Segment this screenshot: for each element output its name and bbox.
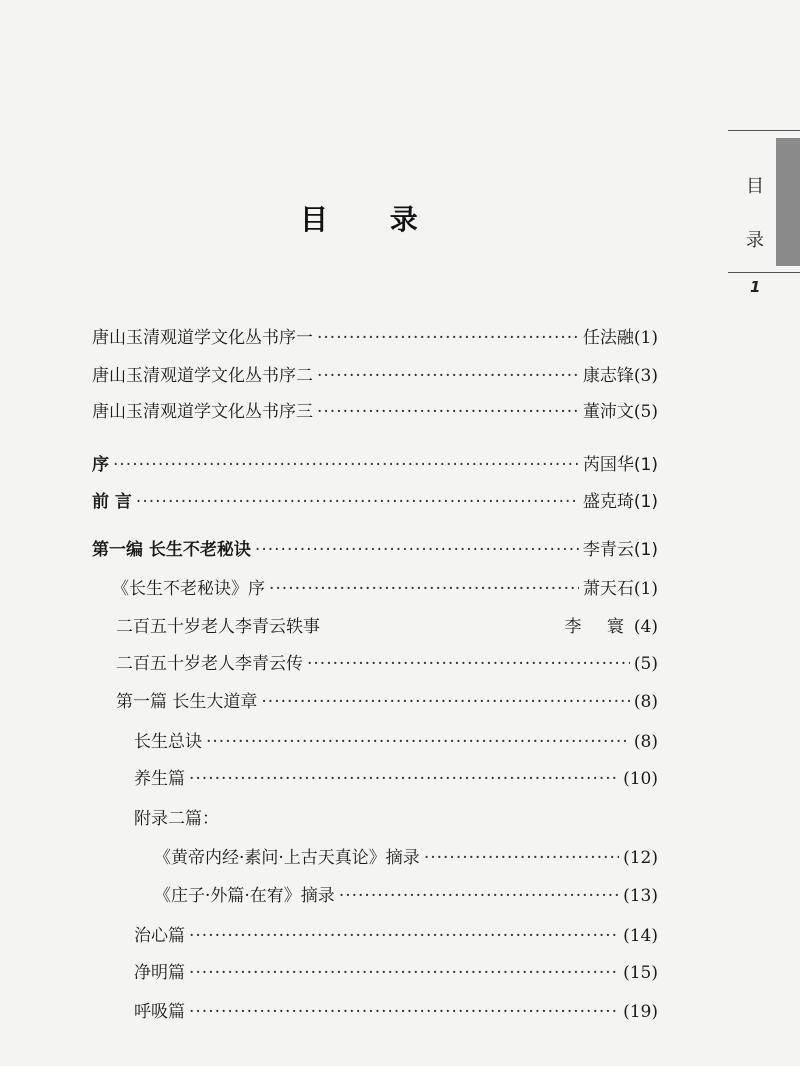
toc-entry xyxy=(116,615,658,639)
toc-entry xyxy=(92,538,658,562)
toc-entry-author: 盛克琦 xyxy=(582,492,634,512)
toc-entry-title: 唐山玉清观道学文化丛书序一 xyxy=(92,328,313,348)
toc-entry-author: 康志锋 xyxy=(582,366,634,386)
toc-entry-title: 《黄帝内经·素问·上古天真论》摘录 xyxy=(154,848,420,868)
toc-entry-page: (10) xyxy=(623,769,658,789)
toc-entry-page: (14) xyxy=(623,926,658,946)
toc-entry-title: 长生总诀 xyxy=(134,732,202,752)
toc-entry-page: (12) xyxy=(623,848,658,868)
toc-entry-page: (1) xyxy=(633,492,658,512)
toc-entry-page: (5) xyxy=(633,654,658,674)
toc-entry-title: 唐山玉清观道学文化丛书序三 xyxy=(92,402,313,422)
toc-leader-dots xyxy=(136,490,579,514)
toc-leader-dots xyxy=(317,400,579,424)
toc-entry-title: 第一篇 长生大道章 xyxy=(116,692,258,712)
toc-entry-page: (8) xyxy=(633,692,658,712)
toc-leader-dots xyxy=(206,730,630,754)
toc-leader-dots xyxy=(317,326,579,350)
toc-entry-page: (19) xyxy=(623,1002,658,1022)
toc-leader-dots xyxy=(307,652,630,676)
toc-leader-dots xyxy=(189,924,619,948)
toc-entry xyxy=(134,961,658,985)
toc-entry-page: (1) xyxy=(633,328,658,348)
toc-entry-page: (1) xyxy=(633,579,658,599)
toc-leader-dots xyxy=(261,690,630,714)
toc-entry xyxy=(134,1000,658,1024)
toc-entry-page: (8) xyxy=(633,732,658,752)
toc-entry-title: 第一编 长生不老秘诀 xyxy=(92,540,251,560)
toc-entry-title: 二百五十岁老人李青云传 xyxy=(116,654,303,674)
toc-entry-title: 附录二篇： xyxy=(134,809,219,829)
toc-leader-dots xyxy=(317,364,579,388)
toc-entry-page: (13) xyxy=(623,886,658,906)
toc-entry-page: (3) xyxy=(633,366,658,386)
toc-leader-dots xyxy=(189,767,619,791)
toc-entry-title: 净明篇 xyxy=(134,963,185,983)
toc-entry-author: 芮国华 xyxy=(582,455,634,475)
toc-entry xyxy=(92,364,658,388)
side-tab-top-rule xyxy=(728,130,800,131)
toc-leader-dots xyxy=(113,453,579,477)
toc-entry xyxy=(92,490,658,514)
toc-entry-author: 李青云 xyxy=(582,540,634,560)
toc-entry xyxy=(154,884,658,908)
toc-entry-page: (15) xyxy=(623,963,658,983)
toc-entry xyxy=(112,577,658,601)
toc-entry xyxy=(116,690,658,714)
toc-entry-title: 序 xyxy=(92,455,109,475)
toc-entry xyxy=(92,400,658,424)
toc-leader-dots xyxy=(269,577,579,601)
toc-entry-author: 李 寰 xyxy=(564,617,634,637)
toc-leader-dots xyxy=(424,846,619,870)
toc-entry-page: (1) xyxy=(633,540,658,560)
toc-entry-author: 萧天石 xyxy=(582,579,634,599)
toc-entry-title: 二百五十岁老人李青云轶事 xyxy=(116,617,320,637)
toc-entry xyxy=(134,807,658,831)
toc-entry-page: (1) xyxy=(633,455,658,475)
toc-entry xyxy=(134,924,658,948)
toc-entry-title: 《长生不老秘诀》序 xyxy=(112,579,265,599)
page-title: 目 录 xyxy=(300,203,444,236)
toc-entry-title: 唐山玉清观道学文化丛书序二 xyxy=(92,366,313,386)
toc-leader-dots xyxy=(255,538,579,562)
toc-entry xyxy=(92,453,658,477)
toc-entry-title: 前 言 xyxy=(92,492,132,512)
toc-entry-title: 《庄子·外篇·在宥》摘录 xyxy=(154,886,335,906)
toc-leader-dots xyxy=(339,884,619,908)
side-tab-char-2: 录 xyxy=(746,230,764,251)
toc-entry-page: (4) xyxy=(633,617,658,637)
toc-entry-title: 呼吸篇 xyxy=(134,1002,185,1022)
side-tab-bottom-rule xyxy=(728,272,800,273)
toc-entry-author: 任法融 xyxy=(582,328,634,348)
toc-entry-page: (5) xyxy=(633,402,658,422)
toc-entry xyxy=(154,846,658,870)
toc-entry-author: 董沛文 xyxy=(582,402,634,422)
page-number: 1 xyxy=(750,278,761,296)
toc-leader-dots xyxy=(189,961,619,985)
toc-entry-title: 养生篇 xyxy=(134,769,185,789)
toc-entry xyxy=(92,326,658,350)
toc-entry-title: 治心篇 xyxy=(134,926,185,946)
side-tab-label xyxy=(742,160,768,268)
side-tab-char-1: 目 xyxy=(746,176,764,197)
toc-entry xyxy=(134,730,658,754)
toc-entry xyxy=(134,767,658,791)
side-tab-block xyxy=(776,138,800,266)
toc-entry xyxy=(116,652,658,676)
toc-leader-dots xyxy=(189,1000,619,1024)
